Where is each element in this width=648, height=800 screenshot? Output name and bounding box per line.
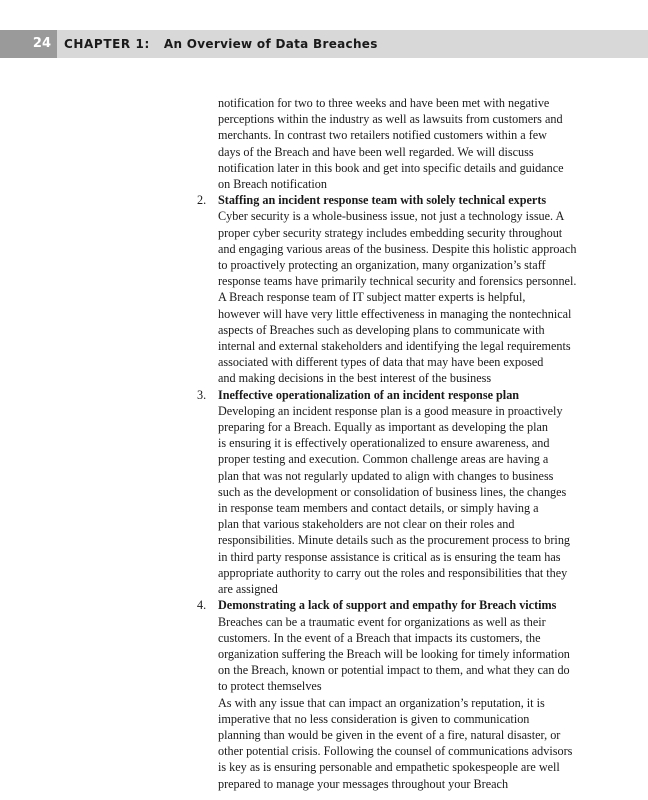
list-item-text-line: plan that various stakeholders are not clear on their roles and [218, 517, 515, 532]
list-item-text-line: response teams have primarily technical security and forensics personnel. [218, 274, 577, 289]
list-item-number: 4. [197, 598, 207, 613]
list-item-number: 2. [197, 193, 207, 208]
list-item-text-line: plan that was not regularly updated to align with changes to business [218, 468, 554, 483]
body-text [197, 95, 598, 792]
intro-line: notification later in this book and get into specific details and guidance [218, 160, 564, 175]
list-item-text-line: Cyber security is a whole-business issue, not just a technology issue. A [218, 209, 565, 224]
page-number: 24 [0, 30, 57, 58]
list-item-text-line: aspects of Breaches such as developing plans to communicate with [218, 322, 545, 337]
intro-line: perceptions within the industry as well as lawsuits from customers and [218, 112, 563, 127]
list-item-heading-text: Ineffective operationalization of an incident response plan [218, 387, 520, 402]
intro-line: on Breach notification [218, 177, 327, 192]
list-item-text-line: responsibilities. Minute details such as the procurement process to bring [218, 533, 571, 548]
list-item-text-line: in third party response assistance is critical as is ensuring the team has [218, 549, 561, 564]
list-item-heading [197, 597, 598, 613]
list-item-text-line: planning than would be given in the event of a fire, natural disaster, or [218, 727, 561, 742]
list-item-heading-text: Staffing an incident response team with solely technical experts [218, 193, 547, 208]
list-item-text-line: associated with different types of data that may have been exposed [218, 355, 544, 370]
list-item-text-line: on the Breach, known or potential impact to them, and what they can do [218, 663, 570, 678]
list-item-heading-text: Demonstrating a lack of support and empathy for Breach victims [218, 598, 557, 613]
list-item-text-line: As with any issue that can impact an organization’s reputation, it is [218, 695, 545, 710]
list-item-text-line: to proactively protecting an organization, many organization’s staff [218, 258, 546, 273]
list-item-text-line: is key as is ensuring personable and empathetic spokespeople are well [218, 760, 560, 775]
list-item-text-line: to protect themselves [218, 679, 322, 694]
list-item-text-line: preparing for a Breach. Equally as important as developing the plan [218, 420, 548, 435]
list-item-text-line: prepared to manage your messages throughout your Breach [218, 776, 509, 791]
list-item-text-line: however will have very little effectiveness in managing the nontechnical [218, 306, 572, 321]
list-item-heading [197, 192, 598, 208]
list-item-text-line: is ensuring it is effectively operationalized to ensure awareness, and [218, 436, 550, 451]
chapter-label: CHAPTER 1: [64, 37, 150, 51]
list-item-text-line: internal and external stakeholders and identifying the legal requirements [218, 339, 571, 354]
list-item-number: 3. [197, 387, 207, 402]
chapter-title: An Overview of Data Breaches [163, 37, 378, 51]
list-item-text-line: and engaging various areas of the business. Despite this holistic approach [218, 241, 577, 256]
list-item-text-line: are assigned [218, 582, 278, 597]
list-item-text-line: Breaches can be a traumatic event for organizations as well as their [218, 614, 546, 629]
list-item-text-line: appropriate authority to carry out the roles and responsibilities that they [218, 565, 568, 580]
list-item-text-line: in response team members and contact details, or simply having a [218, 501, 539, 516]
list-item-heading [197, 387, 598, 403]
list-item-text-line: proper testing and execution. Common challenge areas are having a [218, 452, 549, 467]
intro-line: merchants. In contrast two retailers notified customers within a few [218, 128, 547, 143]
list-item-text-line: such as the development or consolidation of business lines, the changes [218, 484, 567, 499]
intro-line: notification for two to three weeks and have been met with negative [218, 96, 550, 110]
list-item-text-line: A Breach response team of IT subject matter experts is helpful, [218, 290, 526, 305]
list-item-text-line: imperative that no less consideration is given to communication [218, 711, 530, 726]
intro-line: days of the Breach and have been well regarded. We will discuss [218, 144, 534, 159]
running-head [64, 30, 378, 58]
list-item-text-line: organization suffering the Breach will be looking for timely information [218, 646, 570, 661]
list-item-text-line: and making decisions in the best interest of the business [218, 371, 492, 386]
list-item-text-line: Developing an incident response plan is a good measure in proactively [218, 403, 563, 418]
list-item-text-line: proper cyber security strategy includes embedding security throughout [218, 225, 563, 240]
list-item-text-line: other potential crisis. Following the counsel of communications advisors [218, 744, 573, 759]
list-item-text-line: customers. In the event of a Breach that impacts its customers, the [218, 630, 541, 645]
